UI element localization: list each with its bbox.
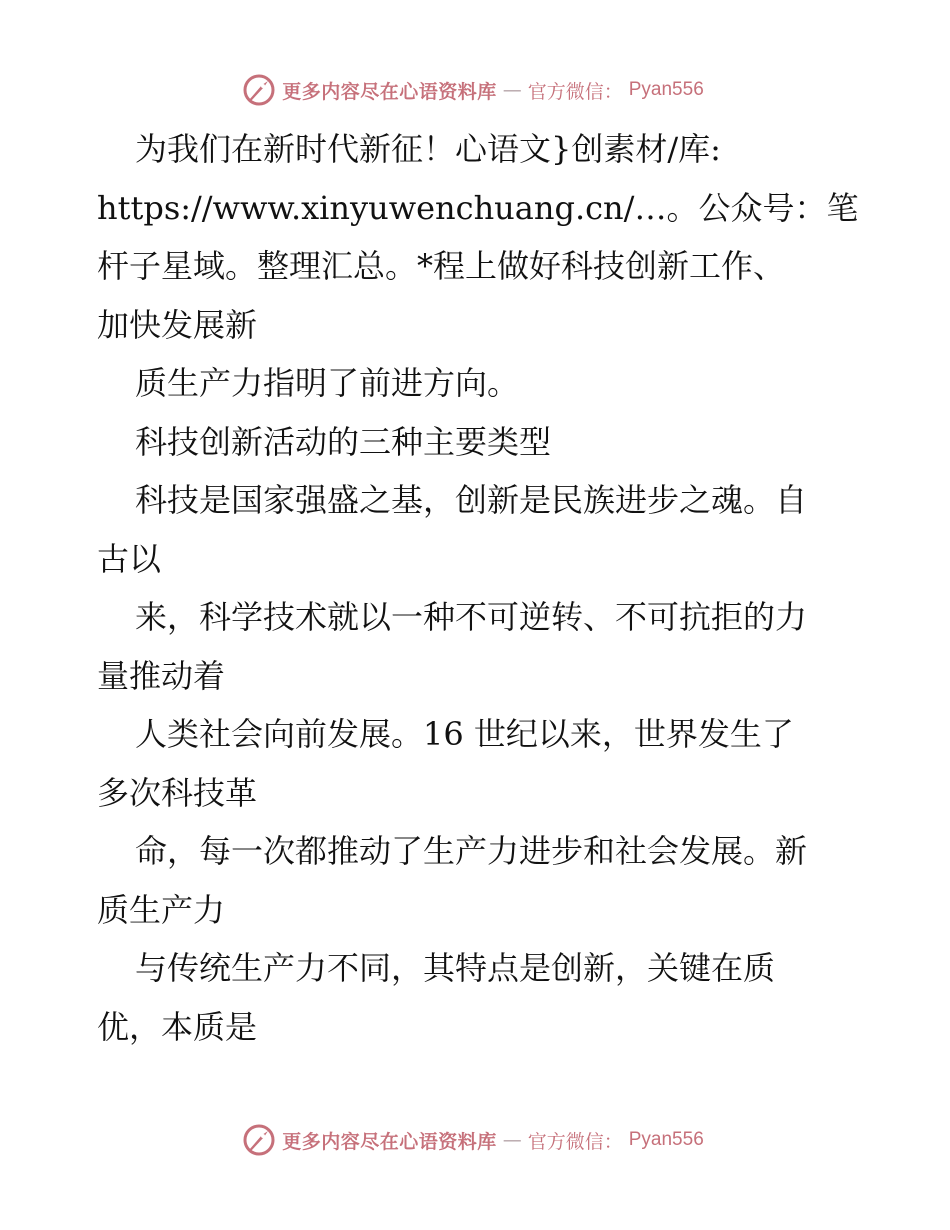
text-line: 量推动着 <box>97 656 226 695</box>
footer-separator: — <box>502 1129 522 1151</box>
text-line: https://www.xinyuwenchuang.cn/…。公众号：笔 <box>97 188 859 227</box>
header-site-name: 更多内容尽在心语资料库 <box>282 80 497 103</box>
text-line: 杆子星域。整理汇总。*程上做好科技创新工作、 <box>97 247 786 285</box>
text-line: 多次科技革 <box>97 773 258 812</box>
text-line: 加快发展新 <box>97 305 258 344</box>
footer-brand <box>242 1123 704 1157</box>
header-brand <box>242 73 704 107</box>
header-contact-label: 官方微信： <box>527 80 623 103</box>
page-footer <box>0 1120 950 1160</box>
text-line: 古以 <box>97 539 162 578</box>
text-line: 质生产力 <box>97 890 226 929</box>
footer-contact-id: Pyan556 <box>628 1129 704 1150</box>
pen-nib-logo-icon <box>242 73 276 107</box>
text-line: 科技创新活动的三种主要类型 <box>135 422 552 461</box>
footer-site-name: 更多内容尽在心语资料库 <box>282 1130 497 1153</box>
document-body <box>97 120 857 1056</box>
text-line: 来，科学技术就以一种不可逆转、不可抗拒的力 <box>135 598 808 636</box>
text-line: 命，每一次都推动了生产力进步和社会发展。新 <box>135 832 808 870</box>
text-line: 科技是国家强盛之基，创新是民族进步之魂。自 <box>135 481 808 519</box>
text-line: 与传统生产力不同，其特点是创新，关键在质 <box>135 949 776 987</box>
page-header <box>0 70 950 110</box>
text-line: 质生产力指明了前进方向。 <box>135 364 520 402</box>
text-line: 为我们在新时代新征！心语文}创素材/库: <box>135 130 721 168</box>
text-line: 人类社会向前发展。16 世纪以来，世界发生了 <box>135 715 794 753</box>
footer-contact-label: 官方微信： <box>527 1130 623 1153</box>
pen-nib-logo-icon <box>242 1123 276 1157</box>
header-contact-id: Pyan556 <box>628 79 704 100</box>
header-separator: — <box>502 79 522 101</box>
text-line: 优，本质是 <box>97 1007 258 1046</box>
